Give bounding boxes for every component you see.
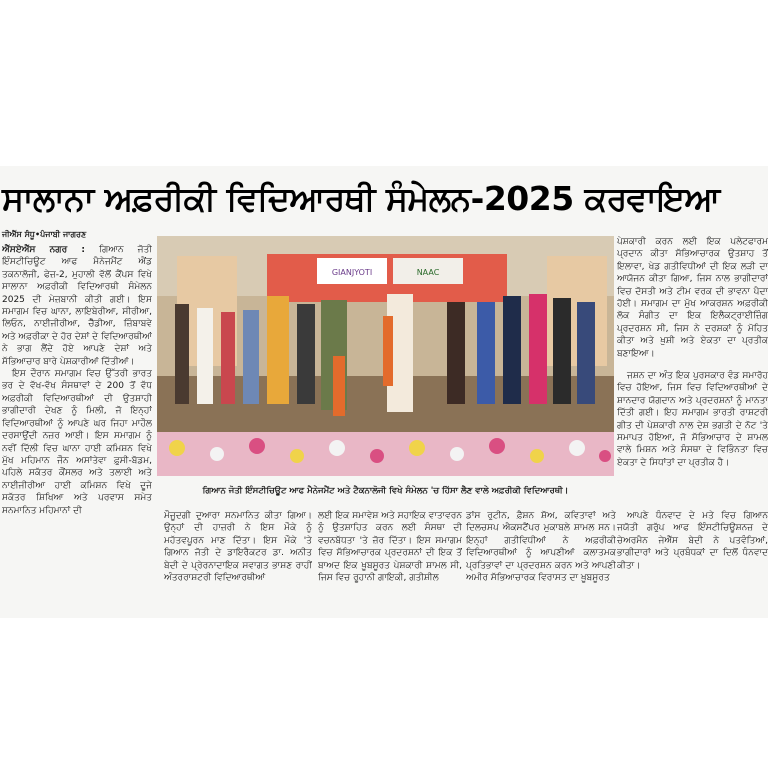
- event-photo: [157, 236, 614, 476]
- column-right-middle-text: ਜਸ਼ਨ ਦਾ ਅੰਤ ਇਕ ਪੁਰਸਕਾਰ ਵੰਡ ਸਮਾਰੋਹ ਵਿਚ ਹੋਇਆ, ਜਿਸ ਵਿਚ ਵਿਦਿਆਰਥੀਆਂ ਦੇ ਸ਼ਾਨਦਾਰ ਯੋਗਦਾਨ ਅਤੇ ਪ੍ਰਦਰਸ਼ਨਾਂ ਨੂੰ ਮਾਨਤਾ ਦਿੱਤੀ ਗਈ। ਇਹ ਸਮਾਗਮ ਭਾਰਤੀ ਰਾਸ਼ਟਰੀ ਗੀਤ ਦੀ ਪੇਸ਼ਕਾਰੀ ਨਾਲ ਦੇਸ਼ ਭਗਤੀ ਦੇ ਨੋਟ 'ਤੇ ਸਮਾਪਤ ਹੋਇਆ, ਜੋ ਸੱਭਿਆਚਾਰ ਦੇ ਸ਼ਾਮਲ ਵਾਲੇ ਮਿਸ਼ਨ ਅਤੇ ਸੰਸਥਾ ਦੇ ਵਿਭਿੰਨਤਾ ਵਿਚ ਏਕਤਾ ਦੇ ਸਿਧਾਂਤਾਂ ਦਾ ਪ੍ਰਤੀਕ ਹੈ।: [617, 371, 768, 468]
- column-3: [318, 510, 462, 618]
- column-1: [2, 244, 152, 618]
- byline: ਜੀਐੱਸ ਸੰਧੂ•ਪੰਜਾਬੀ ਜਾਗਰਣ: [2, 230, 87, 239]
- column-right-bottom-text: ਆਪਣੇ ਧੰਨਵਾਦ ਦੇ ਮਤੇ ਵਿਚ ਗਿਆਨ ਜਯੋਤੀ ਗਰੁੱਪ ਆਫ ਇੰਸਟੀਚਿਊਸ਼ਨਜ਼ ਦੇ ਚੇਅਰਮੈਨ ਜੇਐੱਸ ਬੇਦੀ ਨੇ ਪਤਵੰਤਿਆਂ, ਭਾਗੀਦਾਰਾਂ ਅਤੇ ਪ੍ਰਬੰਧਕਾਂ ਦਾ ਦਿਲੋਂ ਧੰਨਵਾਦ ਕੀਤਾ।: [617, 511, 768, 571]
- column-4: [466, 510, 616, 618]
- column-2: [164, 510, 312, 618]
- column-right-top-text: ਪੇਸ਼ਕਾਰੀ ਕਰਨ ਲਈ ਇਕ ਪਲੇਟਫਾਰਮ ਪ੍ਰਦਾਨ ਕੀਤਾ ਸੱਭਿਆਚਾਰਕ ਉਤਸ਼ਾਹ ਤੋਂ ਇਲਾਵਾ, ਖੇਡ ਗਤੀਵਿਧੀਆਂ ਦੀ ਇਕ ਲੜੀ ਦਾ ਆਯੋਜਨ ਕੀਤਾ ਗਿਆ, ਜਿਸ ਨਾਲ ਭਾਗੀਦਾਰਾਂ ਵਿਚ ਦੋਸਤੀ ਅਤੇ ਟੀਮ ਵਰਕ ਦੀ ਭਾਵਨਾ ਪੈਦਾ ਹੋਈ। ਸਮਾਗਮ ਦਾ ਮੁੱਖ ਆਕਰਸ਼ਨ ਅਫ਼ਰੀਕੀ ਲੋਕ ਸੰਗੀਤ ਦਾ ਇਕ ਇਲੈਕਟ੍ਰਾਈਜ਼ਿੰਗ ਪ੍ਰਦਰਸ਼ਨ ਸੀ, ਜਿਸ ਨੇ ਦਰਸ਼ਕਾਂ ਨੂੰ ਮੋਹਿਤ ਕੀਤਾ ਅਤੇ ਖ਼ੁਸ਼ੀ ਅਤੇ ਏਕਤਾ ਦਾ ਪ੍ਰਤੀਕ ਬਣਾਇਆ।: [617, 237, 768, 359]
- dateline: ਐੱਸਏਐੱਸ ਨਗਰ :: [2, 245, 86, 255]
- column-3-text: ਲਈ ਇਕ ਸਮਾਵੇਸ਼ ਅਤੇ ਸਹਾਇਕ ਵਾਤਾਵਰਨ ਨੂੰ ਉਤਸ਼ਾਹਿਤ ਕਰਨ ਲਈ ਸੰਸਥਾ ਦੀ ਵਚਨਬੱਧਤਾ 'ਤੇ ਜ਼ੋਰ ਦਿੱਤਾ। ਇਸ ਸਮਾਗਮ ਵਿਚ ਸੱਭਿਆਚਾਰਕ ਪ੍ਰਦਰਸ਼ਨਾਂ ਦੀ ਇਕ ਤੋਂ ਬਾਅਦ ਇਕ ਖ਼ੂਬਸੂਰਤ ਪੇਸ਼ਕਾਰੀ ਸ਼ਾਮਲ ਸੀ, ਜਿਸ ਵਿਚ ਰੂਹਾਨੀ ਗਾਇਕੀ, ਗਤੀਸ਼ੀਲ: [318, 511, 462, 584]
- column-4-text: ਡਾਂਸ ਰੁਟੀਨ, ਫ਼ੈਸ਼ਨ ਸ਼ੋਅ, ਕਵਿਤਾਵਾਂ ਅਤੇ ਦਿਲਚਸਪ ਐਕਸਟੈਂਪਰ ਮੁਕਾਬਲੇ ਸ਼ਾਮਲ ਸਨ। ਇਨ੍ਹਾਂ ਗਤੀਵਿਧੀਆਂ ਨੇ ਅਫ਼ਰੀਕੀ ਵਿਦਿਆਰਥੀਆਂ ਨੂੰ ਆਪਣੀਆਂ ਕਲਾਤਮਕ ਪ੍ਰਤਿਭਾਵਾਂ ਦਾ ਪ੍ਰਦਰਸ਼ਨ ਕਰਨ ਅਤੇ ਆਪਣੀ ਅਮੀਰ ਸੱਭਿਆਚਾਰਕ ਵਿਰਾਸਤ ਦਾ ਖ਼ੂਬਸੂਰਤ: [466, 511, 616, 584]
- banner-right-text: NAAC: [416, 268, 440, 277]
- column-1-paragraph-2: ਇਸ ਦੌਰਾਨ ਸਮਾਗਮ ਵਿਚ ਉੱਤਰੀ ਭਾਰਤ ਭਰ ਦੇ ਵੱਖ-ਵੱਖ ਸੰਸਥਾਵਾਂ ਦੇ 200 ਤੋਂ ਵੱਧ ਅਫ਼ਰੀਕੀ ਵਿਦਿਆਰਥੀਆਂ ਦੀ ਉਤਸ਼ਾਹੀ ਭਾਗੀਦਾਰੀ ਦੇਖਣ ਨੂੰ ਮਿਲੀ, ਜੋ ਇਨ੍ਹਾਂ ਵਿਦਿਆਰਥੀਆਂ ਨੂੰ ਆਪਣੇ ਘਰ ਜਿਹਾ ਮਾਹੌਲ ਦਰਸਾਉਂਦੀ ਨਜ਼ਰ ਆਈ। ਇਸ ਸਮਾਗਮ ਨੂੰ ਨਵੀਂ ਦਿੱਲੀ ਵਿਚ ਘਾਨਾ ਹਾਈ ਕਮਿਸ਼ਨ ਵਿਖੇ ਮੁੱਖ ਮਹਿਮਾਨ ਜੌਨ ਅਸਾਂਤੇਵਾ ਫ਼ੁਸੀ-ਬੋਡਮ, ਪਹਿਲੇ ਸਕੱਤਰ ਕੌਂਸਲਰ ਅਤੇ ਤਲਾਈ ਅਤੇ ਨਾਈਜੀਰੀਆ ਹਾਈ ਕਮਿਸ਼ਨ ਵਿਖੇ ਦੂਜੇ ਸਕੱਤਰ ਸ਼ਿਖਿਆ ਅਤੇ ਪਰਵਾਸ ਸਮੇਤ ਸਨਮਾਨਿਤ ਮਹਿਮਾਨਾਂ ਦੀ: [2, 369, 152, 516]
- column-right-middle: [617, 370, 768, 498]
- headline: ਸਾਲਾਨਾ ਅਫ਼ਰੀਕੀ ਵਿਦਿਆਰਥੀ ਸੰਮੇਲਨ-2025 ਕਰਵਾਇਆ: [2, 179, 720, 218]
- column-right-top: [617, 236, 768, 366]
- column-2-text: ਮੌਜੂਦਗੀ ਦੁਆਰਾ ਸਨਮਾਨਿਤ ਕੀਤਾ ਗਿਆ। ਉਨ੍ਹਾਂ ਦੀ ਹਾਜ਼ਰੀ ਨੇ ਇਸ ਮੌਕੇ ਨੂੰ ਮਹੱਤਵਪੂਰਨ ਮਾਣ ਦਿੱਤਾ। ਇਸ ਮੌਕੇ 'ਤੇ ਗਿਆਨ ਜੋਤੀ ਦੇ ਡਾਇਰੈਕਟਰ ਡਾ. ਅਨੀਤ ਬੇਦੀ ਦੇ ਪ੍ਰੇਰਨਾਦਾਇਕ ਸਵਾਗਤ ਭਾਸ਼ਣ ਰਾਹੀਂ ਅੰਤਰਰਾਸ਼ਟਰੀ ਵਿਦਿਆਰਥੀਆਂ: [164, 511, 312, 584]
- column-right-bottom: [617, 510, 768, 618]
- banner-left-text: GIANJYOTI: [331, 268, 373, 277]
- photo-caption: ਗਿਆਨ ਜੋਤੀ ਇੰਸਟੀਚਿਊਟ ਆਫ ਮੈਨੇਜਮੈਂਟ ਅਤੇ ਟੈਕਨਾਲੋਜੀ ਵਿਖੇ ਸੰਮੇਲਨ 'ਚ ਹਿੱਸਾ ਲੈਣ ਵਾਲੇ ਅਫ਼ਰੀਕੀ ਵਿਦਿਆਰਥੀ।: [202, 486, 569, 496]
- column-1-paragraph-1: ਗਿਆਨ ਜੋਤੀ ਇੰਸਟੀਚਿਊਟ ਆਫ ਮੈਨੇਜਮੈਂਟ ਐਂਡ ਤਕਨਾਲੋਜੀ, ਫੇਜ਼-2, ਮੁਹਾਲੀ ਵੱਲੋਂ ਕੈਂਪਸ ਵਿਖੇ ਸਾਲਾਨਾ ਅਫ਼ਰੀਕੀ ਵਿਦਿਆਰਥੀ ਸੰਮੇਲਨ 2025 ਦੀ ਮੇਜ਼ਬਾਨੀ ਕੀਤੀ ਗਈ। ਇਸ ਸਮਾਗਮ ਵਿਚ ਘਾਨਾ, ਲਾਇਬੇਰੀਆ, ਸੀਰੀਆ, ਲਿਓਨ, ਨਾਈਜੀਰੀਆ, ਚੈੱਡੀਆ, ਜ਼ਿੰਬਾਬਵੇ ਅਤੇ ਅਫ਼ਰੀਕਾ ਦੇ ਹੋਰ ਦੇਸ਼ਾਂ ਦੇ ਵਿਦਿਆਰਥੀਆਂ ਨੇ ਭਾਗ ਲੈਂਦੇ ਹੋਏ ਆਪਣੇ ਦੇਸ਼ਾਂ ਅਤੇ ਸੱਭਿਆਚਾਰ ਬਾਰੇ ਪੇਸ਼ਕਾਰੀਆਂ ਦਿੱਤੀਆਂ।: [2, 245, 152, 367]
